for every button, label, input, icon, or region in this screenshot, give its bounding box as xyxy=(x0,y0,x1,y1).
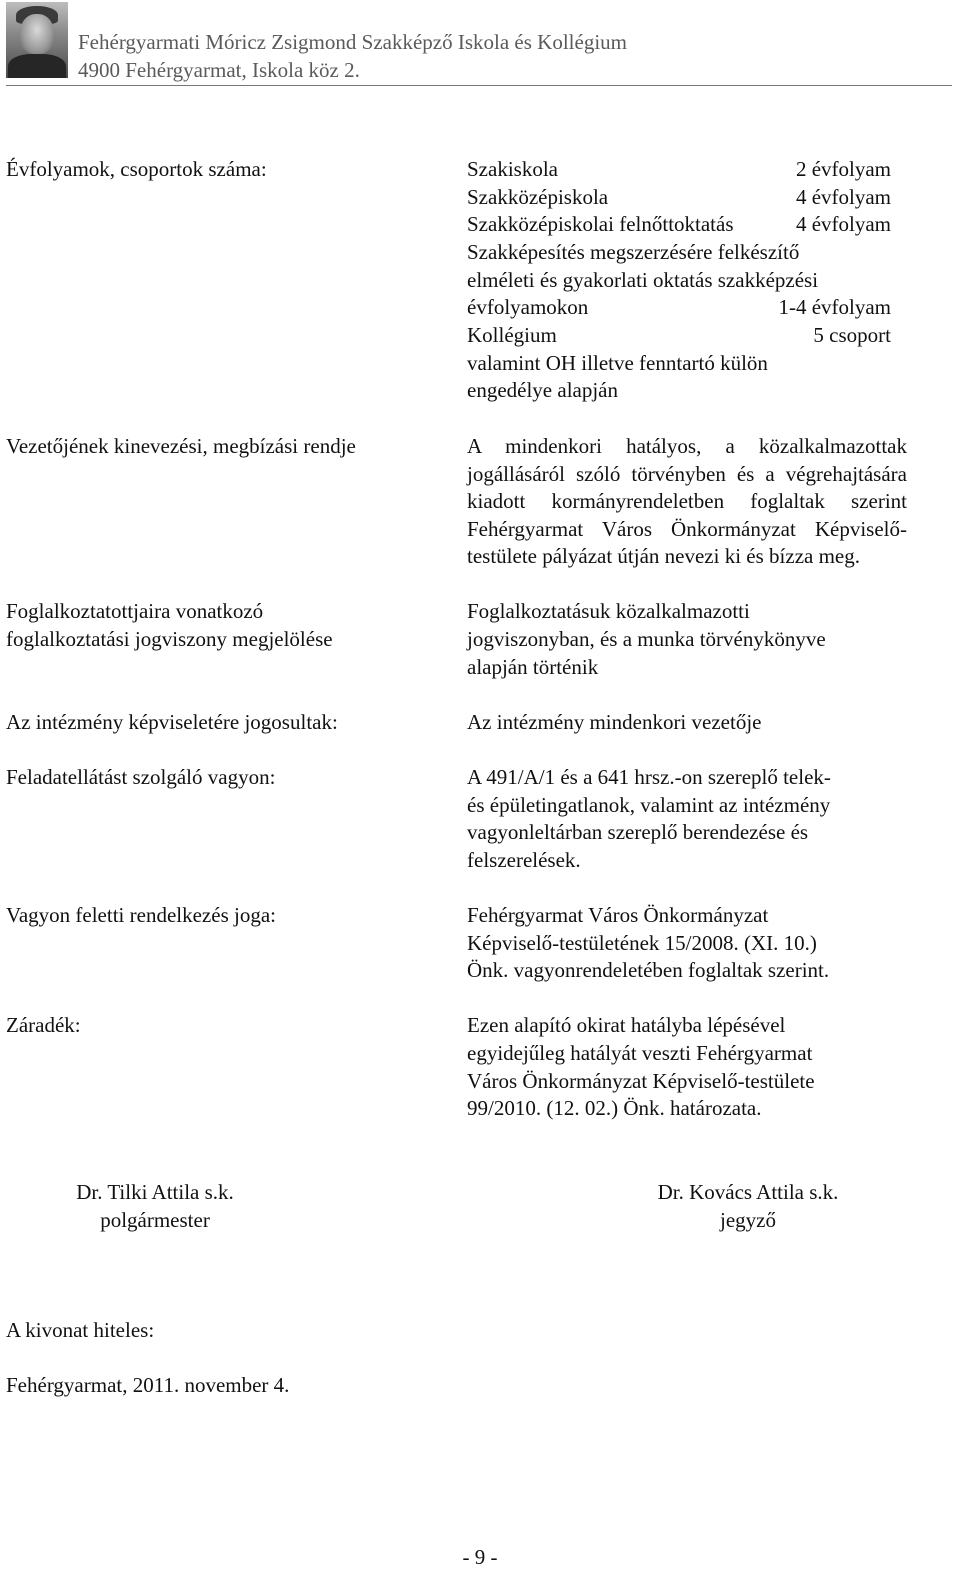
value-foglalkoztatottak: alapján történik xyxy=(467,655,599,679)
row-name: Szakiskola xyxy=(467,157,558,181)
value-vagyon: vagyonleltárban szereplő berendezése és xyxy=(467,820,809,844)
label-rendelkezes: Vagyon feletti rendelkezés joga: xyxy=(6,903,276,927)
value-vagyon: A 491/A/1 és a 641 hrsz.-on szereplő telek- xyxy=(467,765,831,789)
evfolyamok-text: engedélye alapján xyxy=(467,378,618,402)
value-rendelkezes: Önk. vagyonrendeletében foglaltak szerint. xyxy=(467,958,830,982)
label-evfolyamok: Évfolyamok, csoportok száma: xyxy=(6,157,267,181)
header-divider xyxy=(6,85,952,86)
row-amount: 2 évfolyam xyxy=(795,157,891,181)
value-zaradek: Város Önkormányzat Képviselő-testülete xyxy=(467,1069,815,1093)
row-kollegium xyxy=(467,322,891,350)
value-kepviselet: Az intézmény mindenkori vezetője xyxy=(467,710,762,734)
signature-mayor xyxy=(40,1178,270,1234)
place-date: Fehérgyarmat, 2011. november 4. xyxy=(6,1373,290,1397)
label-foglalkoztatottak: Foglalkoztatottjaira vonatkozó xyxy=(6,599,264,623)
attestation-text: A kivonat hiteles: xyxy=(6,1318,155,1342)
signatory-name: Dr. Tilki Attila s.k. xyxy=(76,1180,234,1204)
value-zaradek: Ezen alapító okirat hatályba lépésével xyxy=(467,1013,786,1037)
value-foglalkoztatottak: Foglalkoztatásuk közalkalmazotti xyxy=(467,599,750,623)
signatory-role: polgármester xyxy=(100,1208,210,1232)
value-zaradek: 99/2010. (12. 02.) Önk. határozata. xyxy=(467,1096,762,1120)
row-szakkozepiskola xyxy=(467,184,891,212)
row-szakiskola xyxy=(467,156,891,184)
page-header xyxy=(6,0,952,86)
label-vezeto: Vezetőjének kinevezési, megbízási rendje xyxy=(6,434,356,458)
value-vezeto: A mindenkori hatályos, a közalkalmazottak jogállásáról szóló törvényben és a végrehajtására kiadott kormányrendeletben foglaltak szerint Fehérgyarmat Város Önkormányzat Képviselő-testülete pályázat útján nevezi ki és bízza meg. xyxy=(467,434,907,569)
row-felnottoktatas xyxy=(467,211,891,239)
row-evfolyamokon xyxy=(467,294,891,322)
signature-notary xyxy=(628,1178,868,1234)
evfolyamok-text: valamint OH illetve fenntartó külön xyxy=(467,351,768,375)
value-zaradek: egyidejűleg hatályát veszti Fehérgyarmat xyxy=(467,1041,813,1065)
value-vagyon: felszerelések. xyxy=(467,848,581,872)
row-amount: 1-4 évfolyam xyxy=(778,295,891,319)
value-foglalkoztatottak: jogviszonyban, és a munka törvénykönyve xyxy=(467,627,826,651)
row-amount: 5 csoport xyxy=(813,323,891,347)
row-name: évfolyamokon xyxy=(467,295,589,319)
portrait-photo xyxy=(6,2,68,78)
row-amount: 4 évfolyam xyxy=(795,185,891,209)
value-rendelkezes: Fehérgyarmat Város Önkormányzat xyxy=(467,903,769,927)
row-name: Szakközépiskolai felnőttoktatás xyxy=(467,212,734,236)
row-name: Szakközépiskola xyxy=(467,185,609,209)
label-kepviselet: Az intézmény képviseletére jogosultak: xyxy=(6,710,338,734)
signatory-name: Dr. Kovács Attila s.k. xyxy=(657,1180,839,1204)
evfolyamok-text: elméleti és gyakorlati oktatás szakképzési xyxy=(467,268,819,292)
row-amount: 4 évfolyam xyxy=(795,212,891,236)
value-vagyon: és épületingatlanok, valamint az intézmény xyxy=(467,793,831,817)
evfolyamok-text: Szakképesítés megszerzésére felkészítő xyxy=(467,240,800,264)
school-address: 4900 Fehérgyarmat, Iskola köz 2. xyxy=(78,58,360,82)
school-name: Fehérgyarmati Móricz Zsigmond Szakképző Iskola és Kollégium xyxy=(78,30,627,54)
label-zaradek: Záradék: xyxy=(6,1013,81,1037)
label-vagyon: Feladatellátást szolgáló vagyon: xyxy=(6,765,276,789)
signatory-role: jegyző xyxy=(720,1208,776,1232)
page-number: - 9 - xyxy=(462,1545,498,1569)
row-name: Kollégium xyxy=(467,323,557,347)
label-foglalkoztatottak: foglalkoztatási jogviszony megjelölése xyxy=(6,627,333,651)
value-rendelkezes: Képviselő-testületének 15/2008. (XI. 10.) xyxy=(467,931,817,955)
